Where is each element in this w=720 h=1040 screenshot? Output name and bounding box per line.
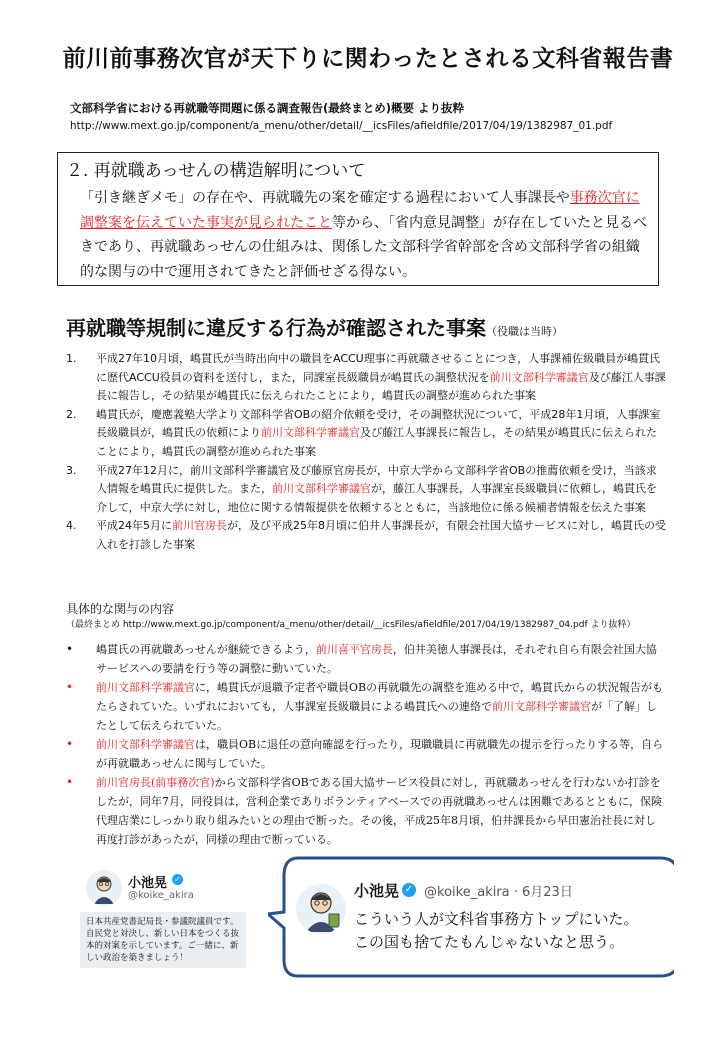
case-list xyxy=(66,350,666,555)
tweet-author-name[interactable]: 小池晃 xyxy=(354,882,400,900)
case-item xyxy=(66,517,666,554)
case-text-pre: 平成24年5月に xyxy=(96,519,172,533)
case-number: 3. xyxy=(66,463,77,477)
case-text-post: が，及び平成25年8月頃に伯井人事課長が，有限会社国大協サービスに対し，嶋貫氏の受入れを打診した事案 xyxy=(96,519,666,551)
tweet-line: こういう人が文科省事務方トップにいた。 xyxy=(354,910,639,928)
summary-text-pre: 「引き継ぎメモ」の存在や、再就職先の案を確定する過程において人事課長や xyxy=(80,190,570,206)
case-number: 4. xyxy=(66,519,77,533)
tweet-line: この国も捨てたもんじゃないなと思う。 xyxy=(354,933,625,951)
summary-text-highlight: 事務次官に調整案を伝えていた事実が見られたこと xyxy=(80,190,640,231)
details-source: （最終まとめ http://www.mext.go.jp/component/a_menu/other/detail/__icsFiles/afieldfile/2017/04/19/1382987_04.pdf より抜粋） xyxy=(66,620,636,630)
case-text-post: が，藤江人事課長，人事課室長級職員に依頼し，嶋貫氏を介して，中京大学に対し，地位に関する情報提供を依頼するとともに，当該地位に係る候補者情報を伝えた事案 xyxy=(96,482,657,514)
case-text xyxy=(96,517,666,554)
verified-badge-icon: ✓ xyxy=(402,883,416,897)
details-item xyxy=(66,678,666,735)
case-text-highlight: 前川文部科学審議官 xyxy=(489,370,589,384)
tweet-text xyxy=(354,908,644,954)
summary-box-heading: ２. 再就職あっせんの構造解明について xyxy=(66,161,366,181)
details-item xyxy=(66,640,666,678)
case-text-post: 及び藤江人事課長に報告し，その結果が嶋貫氏に伝えられたことにより，嶋貫氏の調整が進められた事案 xyxy=(96,370,666,403)
details-item xyxy=(66,773,666,849)
case-number: 2. xyxy=(66,407,77,421)
profile-handle[interactable]: @koike_akira xyxy=(128,890,194,901)
details-text xyxy=(96,640,666,678)
details-text-highlight: 前川官房長(前事務次官) xyxy=(96,776,215,789)
document-title: 前川前事務次官が天下りに関わったとされる文科省報告書 xyxy=(62,46,674,72)
case-item xyxy=(66,406,666,462)
tweet-avatar[interactable] xyxy=(296,884,346,934)
case-number: 1. xyxy=(66,352,77,365)
section-note: （役職は当時） xyxy=(486,325,563,338)
details-text-highlight: 前川文部科学審議官 xyxy=(96,681,195,694)
case-text-post: 及び藤江人事課長に報告し，その結果が嶋貫氏に伝えられたことにより，嶋貫氏の調整が進められた事案 xyxy=(96,426,657,458)
case-text xyxy=(96,406,666,462)
case-text-pre: 嶋貫氏が，慶應義塾大学より文部科学省OBの紹介依頼を受け，その調整状況について，平成28年1月頃，人事課室長級職員が，嶋貫氏の依頼により xyxy=(96,407,661,440)
case-item xyxy=(66,462,666,518)
details-text xyxy=(96,735,666,773)
details-text xyxy=(96,773,666,849)
details-text-pre: 嶋貫氏の再就職あっせんが継続できるよう， xyxy=(96,643,316,656)
source-url: http://www.mext.go.jp/component/a_menu/other/detail/__icsFiles/afieldfile/2017/04/19/1382987_01.pdf xyxy=(70,120,613,132)
details-text-post: が「了解」したとして伝えられていた。 xyxy=(96,700,657,732)
details-text xyxy=(96,678,666,735)
case-text xyxy=(96,350,666,406)
case-text-highlight: 前川文部科学審議官 xyxy=(272,482,371,496)
verified-badge-icon: ✓ xyxy=(172,874,183,885)
details-text-post: ，伯井美徳人事課長は，それぞれ自ら有限会社国大協サービスへの要請を行う等の調整に動いていた。 xyxy=(96,643,657,675)
details-text-highlight: 前川文部科学審議官 xyxy=(492,700,591,713)
details-text-post: に，嶋貫氏が退職予定者や職員OBの再就職先の調整を進める中で，嶋貫氏からの状況報告がもたらされていた。いずれにおいても，人事課室長級職員による嶋貫氏への連絡で xyxy=(96,681,663,713)
details-text-highlight: 前川喜平官房長 xyxy=(315,643,393,656)
case-text-pre: 平成27年12月に，前川文部科学審議官及び藤原官房長が，中京大学から文部科学省OBの推薦依頼を受け，当該求人情報を嶋貫氏に提供した。また， xyxy=(96,463,657,496)
section-heading xyxy=(66,312,563,341)
section-heading-text: 再就職等規制に違反する行為が確認された事案 xyxy=(66,316,486,340)
profile-bio: 日本共産党書記局長・参議院議員です。自民党と対決し、新しい日本をつくる抜本的対案を示しています。ご一緒に、新しい政治を築きましょう！ xyxy=(80,912,246,968)
source-title: 文部科学省における再就職等問題に係る調査報告(最終まとめ)概要 より抜粋 xyxy=(70,101,465,115)
details-text-highlight: 前川文部科学審議官 xyxy=(96,738,195,751)
case-text-pre: 平成27年10月頃，嶋貫氏が当時出向中の職員をACCU理事に再就職させることにつき，人事課補佐級職員が嶋貫氏に歴代ACCU役員の資料を送付し，また，同課室長級職員が嶋貫氏の調整状況を xyxy=(96,352,661,384)
bullet-marker: • xyxy=(66,680,74,694)
details-text-post: は，職員OBに退任の意向確認を行ったり，現職職員に再就職先の提示を行ったりする等，自らが再就職あっせんに関与していた。 xyxy=(96,738,664,770)
bullet-marker: • xyxy=(66,642,74,656)
profile-name[interactable]: 小池晃 xyxy=(128,876,168,891)
summary-box-text xyxy=(80,186,652,284)
summary-text-post: 等から、「省内意見調整」が存在していたと見るべきであり、再就職あっせんの仕組みは、関係した文部科学省幹部を含め文部科学省の組織的な関与の中で運用されてきたと評価せざる得ない。 xyxy=(80,214,647,280)
case-text-highlight: 前川文部科学審議官 xyxy=(261,426,360,440)
tweet-handle-date[interactable]: @koike_akira · 6月23日 xyxy=(424,885,573,900)
profile-avatar[interactable] xyxy=(86,870,122,906)
details-item xyxy=(66,735,666,773)
case-text xyxy=(96,462,666,518)
bullet-marker: • xyxy=(66,775,74,789)
cartoon-avatar-icon xyxy=(86,870,122,906)
bullet-marker: • xyxy=(66,737,74,751)
details-heading: 具体的な関与の内容 xyxy=(66,602,175,616)
cartoon-avatar-icon xyxy=(296,884,346,934)
case-text-highlight: 前川官房長 xyxy=(172,519,227,533)
details-list xyxy=(66,640,666,849)
details-text-post: から文部科学省OBである国大協サービス役員に対し，再就職あっせんを行わないか打診をしたが，同年7月，同役員は，営利企業でありボランティアベースでの再就職あっせんは困難であるとともに，保険代理店業にしっかり取り組みたいとの理由で断った。その後，平成25年8月頃，伯井課長から早田憲治社長に対し再度打診があったが，同様の理由で断っている。 xyxy=(96,776,663,846)
case-item xyxy=(66,350,666,406)
